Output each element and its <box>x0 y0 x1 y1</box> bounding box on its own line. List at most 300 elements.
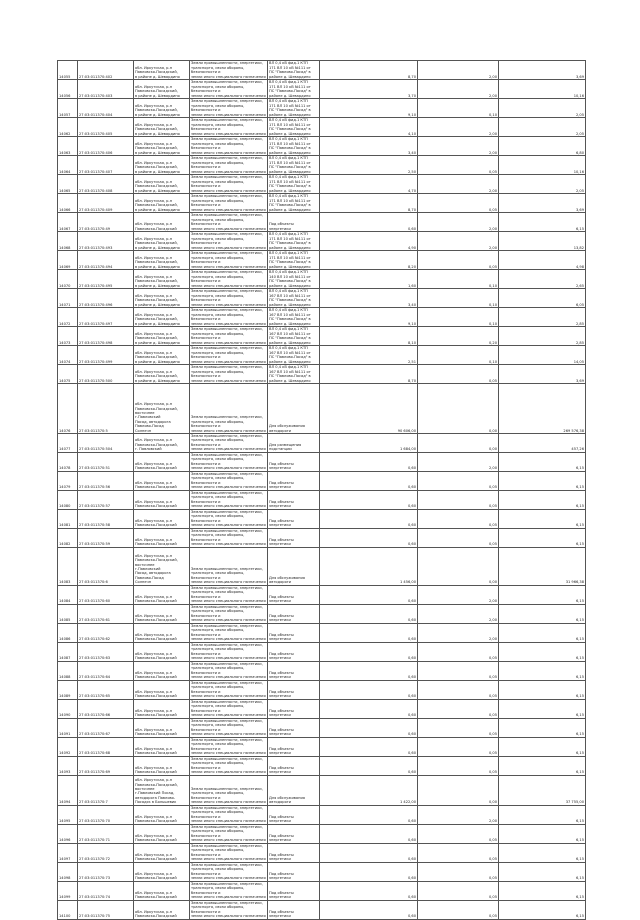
amount-cell: 6,15 <box>499 661 586 680</box>
rate-cell: 2,00 <box>418 137 499 156</box>
land-category-cell: Земли промышленности, энергетики, транспорта, связи обороны, безопасности и земли иного специального назначения <box>191 825 266 843</box>
area-cell: 4,10 <box>320 118 418 137</box>
land-category-cell: Земли промышленности, энергетики, транспорта, связи обороны, безопасности и земли иного специального назначения <box>191 118 266 136</box>
permitted-use-cell: ВЛ 0,4 кВ фид.1 КТП 167 ВЛ 10 кВ №111 от ПС "Павлово-Посад" в районе д. Шевардино <box>268 289 320 308</box>
row-number-cell: 14069 <box>58 251 78 270</box>
row-number-cell: 14067 <box>58 213 78 232</box>
amount-cell: 2,65 <box>499 270 586 289</box>
address-cell: обл. Иркутская, р-н Павловско-Посадский, в районе д. Шевардино <box>134 194 190 213</box>
rate-cell: 0,10 <box>418 308 499 327</box>
permitted-use-cell: Под объекты энергетики <box>268 881 320 900</box>
cadastral-number-cell: 27:03:011370:6 <box>78 547 134 585</box>
cadastral-number-cell: 27:03:011370:504 <box>78 434 134 453</box>
rate-cell: 0,00 <box>418 434 499 453</box>
row-number-cell: 14078 <box>58 452 78 471</box>
area-cell: 3,70 <box>320 80 418 99</box>
cadastral-number-cell: 27:03:011370:68 <box>78 737 134 756</box>
cadastral-number-cell: 27:03:011370:67 <box>78 718 134 737</box>
amount-cell: 6,15 <box>499 900 586 919</box>
area-cell: 3,40 <box>320 289 418 308</box>
rate-cell: 0,05 <box>418 862 499 881</box>
amount-cell: 6,15 <box>499 843 586 862</box>
area-cell: 4,70 <box>320 175 418 194</box>
row-number-cell: 14082 <box>58 528 78 547</box>
land-category-cell: Земли промышленности, энергетики, транспорта, связи обороны, безопасности и земли иного специального назначения <box>191 529 266 547</box>
cadastral-number-cell: 27:03:011370:62 <box>78 623 134 642</box>
land-category-cell: Земли промышленности, энергетики, транспорта, связи обороны, безопасности и земли иного специального назначения <box>191 901 266 919</box>
land-category-cell: Земли промышленности, энергетики, транспорта, связи обороны, безопасности и земли иного специального назначения <box>191 882 266 900</box>
area-cell: 1 456,00 <box>320 547 418 585</box>
area-cell: 8,70 <box>320 194 418 213</box>
address-cell: обл. Иркутская, р-н Павловско-Посадский, в районе д. Шевардино <box>134 80 190 99</box>
row-number-cell: 14055 <box>58 61 78 80</box>
address-cell: обл. Иркутская, р-н Павловско-Посадский, в районе д. Шевардино <box>134 118 190 137</box>
area-cell: 0,60 <box>320 509 418 528</box>
table-row <box>58 642 586 661</box>
row-number-cell: 14090 <box>58 699 78 718</box>
permitted-use-cell: Для обслуживания автодороги <box>268 775 320 805</box>
rate-cell: 0,10 <box>418 270 499 289</box>
address-cell: обл. Иркутская, р-н Павловско-Посадский, в районе д. Шевардино <box>134 99 190 118</box>
table-row <box>58 862 586 881</box>
address-cell: обл. Иркутская, р-н Павловско-Посадский, в районе д. Шевардино <box>134 232 190 251</box>
rate-cell: 2,00 <box>418 585 499 604</box>
cadastral-number-cell: 27:03:011370:71 <box>78 824 134 843</box>
row-number-cell: 14062 <box>58 118 78 137</box>
amount-cell: 6,15 <box>499 862 586 881</box>
rate-cell: 0,05 <box>418 156 499 175</box>
amount-cell: 10,16 <box>499 156 586 175</box>
amount-cell: 6,05 <box>499 289 586 308</box>
land-category-cell: Земли промышленности, энергетики, транспорта, связи обороны, безопасности и земли иного специального назначения <box>191 346 266 364</box>
cadastral-number-cell: 27:03:011370:69 <box>78 756 134 775</box>
area-cell: 0,60 <box>320 490 418 509</box>
address-cell: обл. Иркутская, р-н Павловско-Посадский <box>134 604 190 623</box>
rate-cell: 0,10 <box>418 289 499 308</box>
cadastral-number-cell: 27:03:011370:65 <box>78 680 134 699</box>
amount-cell: 6,15 <box>499 528 586 547</box>
cadastral-number-cell: 27:03:011370:408 <box>78 175 134 194</box>
address-cell: обл. Иркутская, р-н Павловско-Посадский, г. Павловский <box>134 434 190 453</box>
address-cell: обл. Иркутская, р-н Павловско-Посадский <box>134 528 190 547</box>
area-cell: 1,60 <box>320 270 418 289</box>
land-category-cell: Земли промышленности, энергетики, транспорта, связи обороны, безопасности и земли иного специального назначения <box>191 453 266 471</box>
cadastral-number-cell: 27:03:011370:497 <box>78 308 134 327</box>
row-number-cell: 14083 <box>58 547 78 585</box>
permitted-use-cell: Для обслуживания автодороги <box>268 384 320 434</box>
area-cell: 0,60 <box>320 737 418 756</box>
cadastral-number-cell: 27:03:011370:495 <box>78 270 134 289</box>
table-row <box>58 156 586 175</box>
row-number-cell: 14084 <box>58 585 78 604</box>
area-cell: 0,60 <box>320 881 418 900</box>
address-cell: обл. Иркутская, р-н Павловско-Посадский <box>134 718 190 737</box>
row-number-cell: 14088 <box>58 661 78 680</box>
address-cell: обл. Иркутская, р-н Павловско-Посадский <box>134 490 190 509</box>
permitted-use-cell: Под объекты энергетики <box>268 604 320 623</box>
amount-cell: 3,69 <box>499 194 586 213</box>
land-category-cell: Земли промышленности, энергетики, транспорта, связи обороны, безопасности и земли иного специального назначения <box>191 510 266 528</box>
rate-cell: 0,05 <box>418 718 499 737</box>
land-category-cell: Земли промышленности, энергетики, транспорта, связи обороны, безопасности и земли иного специального назначения <box>191 662 266 680</box>
rate-cell: 0,05 <box>418 756 499 775</box>
table-row <box>58 61 586 80</box>
table-row <box>58 471 586 490</box>
row-number-cell: 14089 <box>58 680 78 699</box>
rate-cell: 2,00 <box>418 61 499 80</box>
address-cell: обл. Иркутская, р-н Павловско-Посадский <box>134 585 190 604</box>
permitted-use-cell: Под объекты энергетики <box>268 509 320 528</box>
area-cell: 0,60 <box>320 604 418 623</box>
area-cell: 0,60 <box>320 471 418 490</box>
table-row <box>58 737 586 756</box>
cadastral-number-cell: 27:03:011370:498 <box>78 327 134 346</box>
area-cell: 8,70 <box>320 365 418 384</box>
address-cell: обл. Иркутская, р-н Павловско-Посадский <box>134 680 190 699</box>
table-row <box>58 718 586 737</box>
land-category-cell: Земли промышленности, энергетики, транспорта, связи обороны, безопасности и земли иного специального назначения <box>191 365 266 383</box>
area-cell: 8,10 <box>320 327 418 346</box>
cadastral-number-cell: 27:03:011370:72 <box>78 843 134 862</box>
area-cell: 1 422,00 <box>320 775 418 805</box>
area-cell: 2,50 <box>320 156 418 175</box>
amount-cell: 14,05 <box>499 346 586 365</box>
rate-cell: 0,05 <box>418 699 499 718</box>
amount-cell: 6,15 <box>499 642 586 661</box>
permitted-use-cell: ВЛ 0,4 кВ фид.1 КТП 167 ВЛ 10 кВ №111 от ПС "Павлово-Посад" в районе д. Шевардино <box>268 327 320 346</box>
address-cell: обл. Иркутская, р-н Павловско-Посадский <box>134 824 190 843</box>
rate-cell: 2,00 <box>418 805 499 824</box>
address-cell: обл. Иркутская, р-н Павловско-Посадский, восточнее г.Павловский Посад, автодорога Павлово-Посад Солнечн <box>134 547 190 585</box>
cadastral-number-cell: 27:03:011370:74 <box>78 881 134 900</box>
area-cell: 3,40 <box>320 137 418 156</box>
permitted-use-cell: Под объекты энергетики <box>268 661 320 680</box>
rate-cell: 2,00 <box>418 452 499 471</box>
amount-cell: 6,80 <box>499 137 586 156</box>
area-cell: 9,10 <box>320 308 418 327</box>
area-cell: 0,60 <box>320 213 418 232</box>
amount-cell: 10,16 <box>499 80 586 99</box>
permitted-use-cell: ВЛ 0,4 кВ фид.1 КТП 167 ВЛ 10 кВ №111 от ПС "Павлово-Посад" в районе д. Шевардино <box>268 346 320 365</box>
table-row <box>58 547 586 585</box>
permitted-use-cell: Для обслуживания автодороги <box>268 547 320 585</box>
amount-cell: 4,98 <box>499 251 586 270</box>
area-cell: 0,60 <box>320 680 418 699</box>
area-cell: 0,60 <box>320 805 418 824</box>
area-cell: 8,20 <box>320 251 418 270</box>
land-category-cell: Земли промышленности, энергетики, транспорта, связи обороны, безопасности и земли иного специального назначения <box>191 844 266 862</box>
permitted-use-cell: ВЛ 0,4 кВ фид.1 КТП 167 ВЛ 10 кВ №111 от ПС "Павлово-Посад" в районе д. Шевардино <box>268 365 320 384</box>
table-row <box>58 490 586 509</box>
land-category-cell: Земли промышленности, энергетики, транспорта, связи обороны, безопасности и земли иного специального назначения <box>190 384 268 434</box>
rate-cell: 2,00 <box>418 175 499 194</box>
permitted-use-cell: ВЛ 0,4 кВ фид.1 КТП 171 ВЛ 10 кВ №111 от ПС "Павлово-Посад" в районе д. Шевардино <box>268 118 320 137</box>
land-category-cell: Земли промышленности, энергетики, транспорта, связи обороны, безопасности и земли иного специального назначения <box>191 434 266 452</box>
permitted-use-cell: Под объекты энергетики <box>268 213 320 232</box>
table-row <box>58 528 586 547</box>
cadastral-number-cell: 27:03:011370:57 <box>78 490 134 509</box>
cadastral-number-cell: 27:03:011370:405 <box>78 118 134 137</box>
cadastral-number-cell: 27:03:011370:403 <box>78 80 134 99</box>
rate-cell: 2,00 <box>418 232 499 251</box>
area-cell: 0,60 <box>320 623 418 642</box>
area-cell: 9,10 <box>320 99 418 118</box>
rate-cell: 0,05 <box>418 680 499 699</box>
cadastral-number-cell: 27:03:011370:404 <box>78 99 134 118</box>
amount-cell: 6,15 <box>499 824 586 843</box>
land-category-cell: Земли промышленности, энергетики, транспорта, связи обороны, безопасности и земли иного специального назначения <box>191 137 266 155</box>
area-cell: 8,70 <box>320 61 418 80</box>
area-cell: 0,60 <box>320 718 418 737</box>
row-number-cell: 14097 <box>58 843 78 862</box>
rate-cell: 0,20 <box>418 327 499 346</box>
address-cell: обл. Иркутская, р-н Павловско-Посадский <box>134 737 190 756</box>
area-cell: 0,60 <box>320 642 418 661</box>
permitted-use-cell: Под объекты энергетики <box>268 699 320 718</box>
amount-cell: 6,15 <box>499 452 586 471</box>
cadastral-number-cell: 27:03:011370:51 <box>78 452 134 471</box>
amount-cell: 31 966,38 <box>499 547 586 585</box>
row-number-cell: 14098 <box>58 862 78 881</box>
address-cell: обл. Иркутская, р-н Павловско-Посадский <box>134 699 190 718</box>
table-row <box>58 881 586 900</box>
permitted-use-cell: ВЛ 0,4 кВ фид.1 КТП 171 ВЛ 10 кВ №111 от ПС "Павлово-Посад" в районе д. Шевардино <box>268 175 320 194</box>
amount-cell: 6,15 <box>499 490 586 509</box>
row-number-cell: 14075 <box>58 365 78 384</box>
amount-cell: 3,69 <box>499 61 586 80</box>
amount-cell: 6,15 <box>499 213 586 232</box>
cadastral-number-cell: 27:03:011370:496 <box>78 289 134 308</box>
row-number-cell: 14093 <box>58 756 78 775</box>
permitted-use-cell: ВЛ 0,4 кВ фид.1 КТП 140 ВЛ 10 кВ №111 от ПС "Павлово-Посад" в районе д. Шевардино <box>268 270 320 289</box>
permitted-use-cell: ВЛ 0,4 кВ фид.1 КТП 171 ВЛ 10 кВ №111 от ПС "Павлово-Посад" в районе д. Шевардино <box>268 137 320 156</box>
address-cell: обл. Иркутская, р-н Павловско-Посадский <box>134 471 190 490</box>
area-cell: 4,90 <box>320 232 418 251</box>
land-category-cell: Земли промышленности, энергетики, транспорта, связи обороны, безопасности и земли иного специального назначения <box>191 757 266 775</box>
row-number-cell: 14073 <box>58 327 78 346</box>
area-cell: 1 684,00 <box>320 434 418 453</box>
table-row <box>58 452 586 471</box>
rate-cell: 0,05 <box>418 824 499 843</box>
table-row <box>58 213 586 232</box>
permitted-use-cell: Под объекты энергетики <box>268 642 320 661</box>
table-row <box>58 365 586 384</box>
amount-cell: 457,26 <box>499 434 586 453</box>
land-category-cell: Земли промышленности, энергетики, транспорта, связи обороны, безопасности и земли иного специального назначения <box>191 61 266 79</box>
address-cell: обл. Иркутская, р-н Павловско-Посадский, в районе д. Шевардино <box>134 61 190 80</box>
address-cell: обл. Иркутская, р-н Павловско-Посадский <box>134 623 190 642</box>
row-number-cell: 14068 <box>58 232 78 251</box>
area-cell: 0,60 <box>320 900 418 919</box>
row-number-cell: 14092 <box>58 737 78 756</box>
rate-cell: 0,10 <box>418 99 499 118</box>
table-row <box>58 775 586 805</box>
row-number-cell: 14100 <box>58 900 78 919</box>
table-row <box>58 308 586 327</box>
cadastral-number-cell: 27:03:011370:59 <box>78 528 134 547</box>
area-cell: 90 606,00 <box>320 384 418 434</box>
permitted-use-cell: ВЛ 0,4 кВ фид.1 КТП 171 ВЛ 10 кВ №111 от ПС "Павлово-Посад" в районе д. Шевардино <box>268 61 320 80</box>
cadastral-number-cell: 27:03:011370:499 <box>78 346 134 365</box>
row-number-cell: 14079 <box>58 471 78 490</box>
table-row <box>58 289 586 308</box>
table-row <box>58 346 586 365</box>
row-number-cell: 14065 <box>58 175 78 194</box>
table-row <box>58 232 586 251</box>
cadastral-number-cell: 27:03:011370:63 <box>78 642 134 661</box>
amount-cell: 3,69 <box>499 365 586 384</box>
land-category-cell: Земли промышленности, энергетики, транспорта, связи обороны, безопасности и земли иного специального назначения <box>191 605 266 623</box>
cadastral-number-cell: 27:03:011370:73 <box>78 862 134 881</box>
rate-cell: 0,00 <box>418 547 499 585</box>
rate-cell: 0,05 <box>418 843 499 862</box>
amount-cell: 269 576,38 <box>499 384 586 434</box>
table-row <box>58 434 586 453</box>
amount-cell: 6,15 <box>499 881 586 900</box>
row-number-cell: 14094 <box>58 775 78 805</box>
rate-cell: 0,00 <box>418 384 499 434</box>
amount-cell: 6,15 <box>499 756 586 775</box>
address-cell: обл. Иркутская, р-н Павловско-Посадский <box>134 862 190 881</box>
amount-cell: 6,15 <box>499 585 586 604</box>
row-number-cell: 14070 <box>58 270 78 289</box>
land-category-cell: Земли промышленности, энергетики, транспорта, связи обороны, безопасности и земли иного специального назначения <box>191 80 266 98</box>
cadastral-number-cell: 27:03:011370:61 <box>78 604 134 623</box>
table-row <box>58 137 586 156</box>
table-row <box>58 80 586 99</box>
row-number-cell: 14086 <box>58 623 78 642</box>
rate-cell: 0,05 <box>418 737 499 756</box>
permitted-use-cell: Под объекты энергетики <box>268 471 320 490</box>
area-cell: 0,60 <box>320 528 418 547</box>
address-cell: обл. Иркутская, р-н Павловско-Посадский, в районе д. Шевардино <box>134 270 190 289</box>
amount-cell: 6,15 <box>499 680 586 699</box>
land-category-cell: Земли промышленности, энергетики, транспорта, связи обороны, безопасности и земли иного специального назначения <box>191 624 266 642</box>
row-number-cell: 14099 <box>58 881 78 900</box>
rate-cell: 2,00 <box>418 213 499 232</box>
rate-cell: 0,05 <box>418 194 499 213</box>
address-cell: обл. Иркутская, р-н Павловско-Посадский, восточнее г.Павловский Посад, автодорога Павлово- Посадск в Большевик <box>134 775 190 805</box>
land-category-cell: Земли промышленности, энергетики, транспорта, связи обороны, безопасности и земли иного специального назначения <box>190 547 268 585</box>
table-row <box>58 680 586 699</box>
area-cell: 0,60 <box>320 452 418 471</box>
row-number-cell: 14063 <box>58 137 78 156</box>
land-category-cell: Земли промышленности, энергетики, транспорта, связи обороны, безопасности и земли иного специального назначения <box>191 99 266 117</box>
table-row <box>58 194 586 213</box>
amount-cell: 2,05 <box>499 175 586 194</box>
rate-cell: 0,05 <box>418 642 499 661</box>
address-cell: обл. Иркутская, р-н Павловско-Посадский <box>134 509 190 528</box>
row-number-cell: 14087 <box>58 642 78 661</box>
permitted-use-cell: Под объекты энергетики <box>268 756 320 775</box>
table-row <box>58 99 586 118</box>
permitted-use-cell: ВЛ 0,4 кВ фид.1 КТП 167 ВЛ 10 кВ №111 от ПС "Павлово-Посад" в районе д. Шевардино <box>268 308 320 327</box>
area-cell: 0,60 <box>320 585 418 604</box>
table-row <box>58 824 586 843</box>
permitted-use-cell: Под объекты энергетики <box>268 805 320 824</box>
permitted-use-cell: ВЛ 0,4 кВ фид.1 КТП 171 ВЛ 10 кВ №111 от ПС "Павлово-Посад" в районе д. Шевардино <box>268 80 320 99</box>
table-body <box>58 61 586 920</box>
rate-cell: 0,05 <box>418 365 499 384</box>
permitted-use-cell: Под объекты энергетики <box>268 585 320 604</box>
row-number-cell: 14066 <box>58 194 78 213</box>
table-row <box>58 585 586 604</box>
rate-cell: 0,00 <box>418 775 499 805</box>
address-cell: обл. Иркутская, р-н Павловско-Посадский, в районе д. Шевардино <box>134 289 190 308</box>
table-row <box>58 175 586 194</box>
row-number-cell: 14064 <box>58 156 78 175</box>
cadastral-number-cell: 27:03:011370:66 <box>78 699 134 718</box>
cadastral-number-cell: 27:03:011370:406 <box>78 137 134 156</box>
table-row <box>58 661 586 680</box>
row-number-cell: 14080 <box>58 490 78 509</box>
row-number-cell: 14076 <box>58 384 78 434</box>
row-number-cell: 14057 <box>58 99 78 118</box>
amount-cell: 2,05 <box>499 118 586 137</box>
land-category-cell: Земли промышленности, энергетики, транспорта, связи обороны, безопасности и земли иного специального назначения <box>190 775 268 805</box>
cadastral-number-cell: 27:03:011370:409 <box>78 194 134 213</box>
land-category-cell: Земли промышленности, энергетики, транспорта, связи обороны, безопасности и земли иного специального назначения <box>191 643 266 661</box>
address-cell: обл. Иркутская, р-н Павловско-Посадский <box>134 642 190 661</box>
land-category-cell: Земли промышленности, энергетики, транспорта, связи обороны, безопасности и земли иного специального назначения <box>191 308 266 326</box>
permitted-use-cell: Под объекты энергетики <box>268 843 320 862</box>
cadastral-number-cell: 27:03:011370:7 <box>78 775 134 805</box>
land-category-cell: Земли промышленности, энергетики, транспорта, связи обороны, безопасности и земли иного специального назначения <box>191 491 266 509</box>
land-category-cell: Земли промышленности, энергетики, транспорта, связи обороны, безопасности и земли иного специального назначения <box>191 719 266 737</box>
permitted-use-cell: Под объекты энергетики <box>268 862 320 881</box>
amount-cell: 6,15 <box>499 623 586 642</box>
permitted-use-cell: Под объекты энергетики <box>268 737 320 756</box>
land-category-cell: Земли промышленности, энергетики, транспорта, связи обороны, безопасности и земли иного специального назначения <box>191 806 266 824</box>
table-row <box>58 327 586 346</box>
land-category-cell: Земли промышленности, энергетики, транспорта, связи обороны, безопасности и земли иного специального назначения <box>191 586 266 604</box>
permitted-use-cell: Под объекты энергетики <box>268 528 320 547</box>
permitted-use-cell: ВЛ 0,4 кВ фид.1 КТП 171 ВЛ 10 кВ №111 от ПС "Павлово-Посад" в районе д. Шевардино <box>268 194 320 213</box>
land-category-cell: Земли промышленности, энергетики, транспорта, связи обороны, безопасности и земли иного специального назначения <box>191 194 266 212</box>
table-row <box>58 604 586 623</box>
amount-cell: 6,15 <box>499 737 586 756</box>
rate-cell: 0,05 <box>418 251 499 270</box>
amount-cell: 37 755,00 <box>499 775 586 805</box>
land-category-cell: Земли промышленности, энергетики, транспорта, связи обороны, безопасности и земли иного специального назначения <box>191 681 266 699</box>
permitted-use-cell: Под объекты энергетики <box>268 824 320 843</box>
address-cell: обл. Иркутская, р-н Павловско-Посадский, в районе д. Шевардино <box>134 156 190 175</box>
amount-cell: 6,15 <box>499 699 586 718</box>
address-cell: обл. Иркутская, р-н Павловско-Посадский <box>134 452 190 471</box>
address-cell: обл. Иркутская, р-н Павловско-Посадский <box>134 661 190 680</box>
land-category-cell: Земли промышленности, энергетики, транспорта, связи обороны, безопасности и земли иного специального назначения <box>191 700 266 718</box>
area-cell: 2,51 <box>320 346 418 365</box>
address-cell: обл. Иркутская, р-н Павловско-Посадский <box>134 756 190 775</box>
land-category-cell: Земли промышленности, энергетики, транспорта, связи обороны, безопасности и земли иного специального назначения <box>191 156 266 174</box>
cadastral-number-cell: 27:03:011370:494 <box>78 251 134 270</box>
cadastral-number-cell: 27:03:011370:56 <box>78 471 134 490</box>
table-row <box>58 805 586 824</box>
address-cell: обл. Иркутская, р-н Павловско-Посадский <box>134 881 190 900</box>
address-cell: обл. Иркутская, р-н Павловско-Посадский <box>134 805 190 824</box>
amount-cell: 6,15 <box>499 805 586 824</box>
permitted-use-cell: Под объекты энергетики <box>268 452 320 471</box>
rate-cell: 2,00 <box>418 118 499 137</box>
table-row <box>58 118 586 137</box>
rate-cell: 0,05 <box>418 509 499 528</box>
table-row <box>58 699 586 718</box>
rate-cell: 2,00 <box>418 80 499 99</box>
cadastral-number-cell: 27:03:011370:58 <box>78 509 134 528</box>
address-cell: обл. Иркутская, р-н Павловско-Посадский, в районе д. Шевардино <box>134 327 190 346</box>
table-row <box>58 384 586 434</box>
row-number-cell: 14077 <box>58 434 78 453</box>
